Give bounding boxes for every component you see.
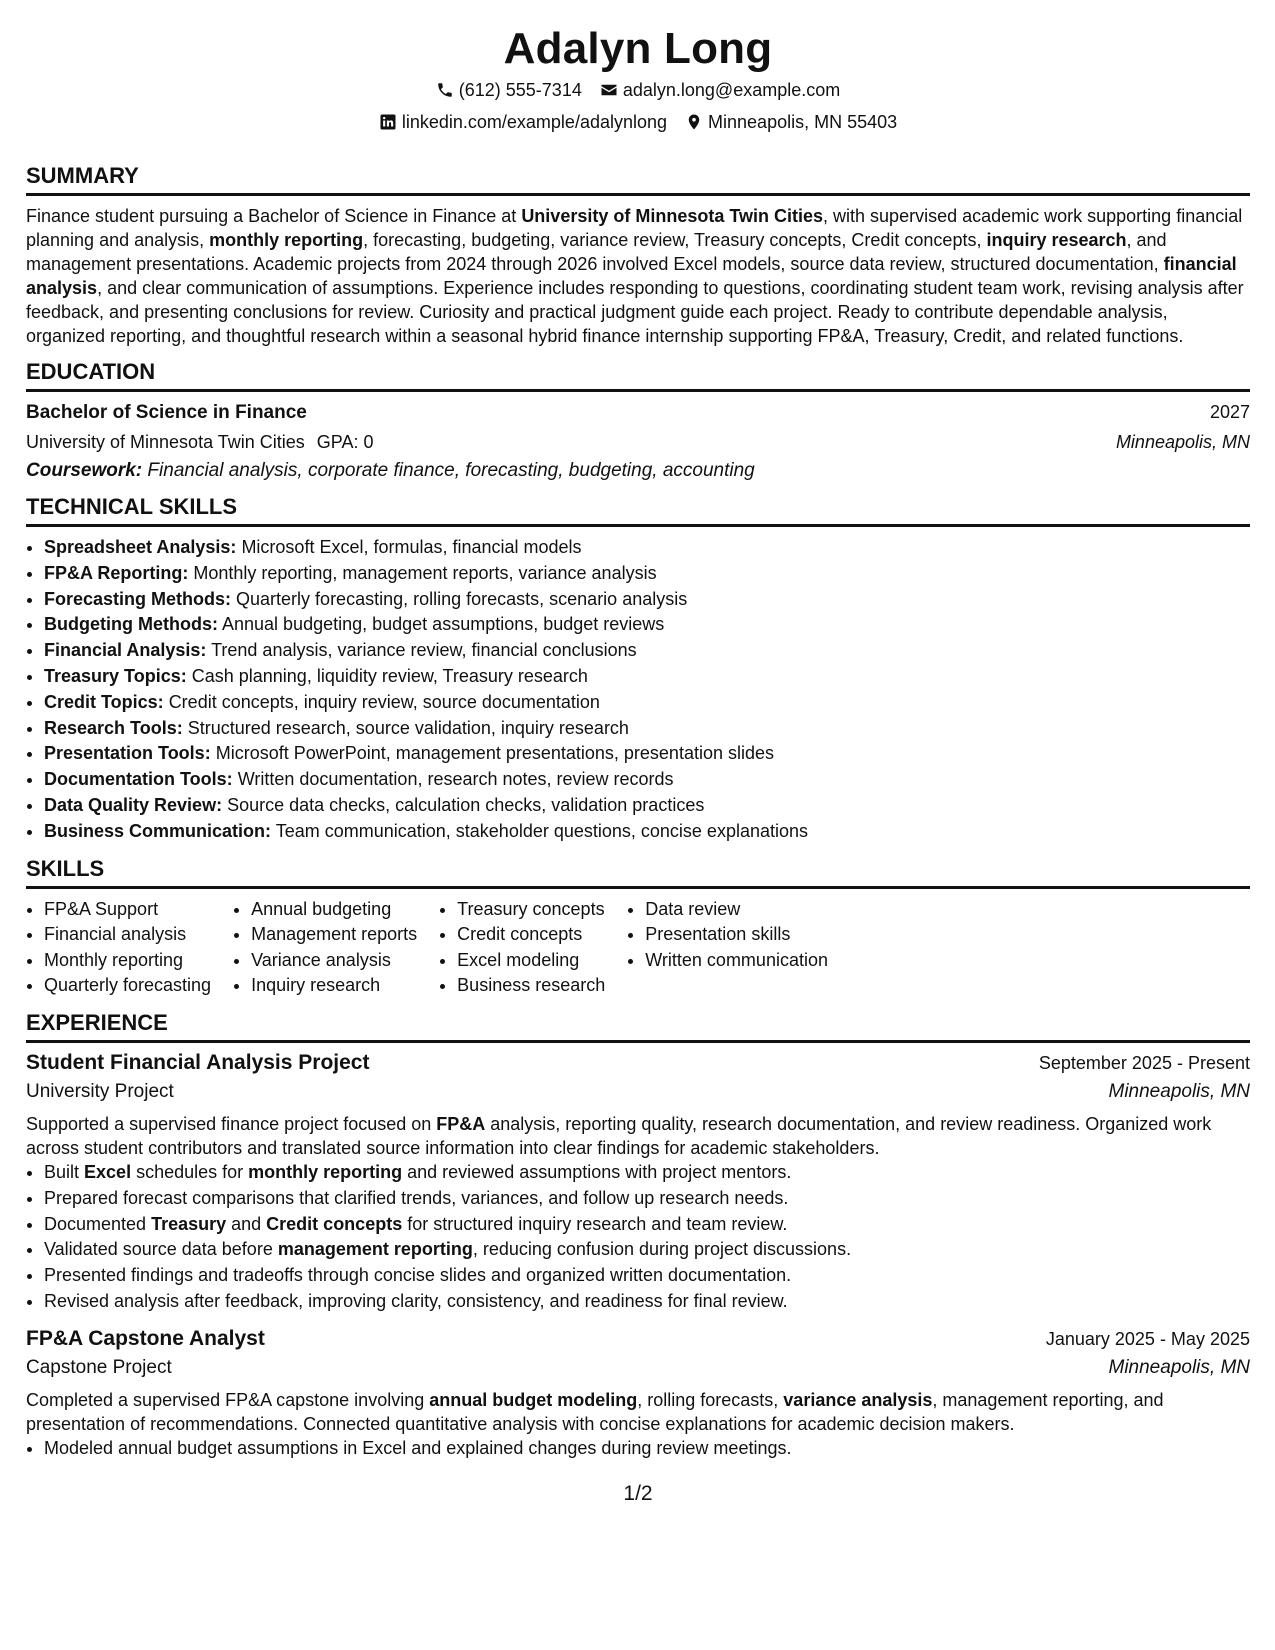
skills-column (439, 897, 605, 999)
summary-section (26, 162, 1250, 348)
coursework-line (26, 459, 1250, 483)
summary-heading: SUMMARY (26, 162, 1250, 196)
job-bullet (44, 1212, 1250, 1238)
resume-page (26, 0, 1250, 1505)
linkedin-icon (379, 113, 397, 131)
text-segment: Documented (44, 1213, 152, 1234)
skill-category-label: Data Quality Review: (44, 794, 223, 815)
technical-skill-item (44, 638, 1250, 664)
coursework-text: Financial analysis, corporate finance, forecasting, budgeting, accounting (147, 460, 755, 481)
skills-section (26, 855, 1250, 999)
skills-grid (26, 897, 1250, 999)
job-title: FP&A Capstone Analyst (26, 1326, 265, 1350)
technical-skills-heading: TECHNICAL SKILLS (26, 493, 1250, 527)
text-segment: schedules for (131, 1161, 249, 1182)
bold-text: FP&A (436, 1113, 486, 1134)
skills-heading: SKILLS (26, 855, 1250, 889)
skill-item: • Inquiry research (251, 973, 417, 999)
text-segment: , management reporting, and presentation of recommendations. Connected quantitative analysis with concise explanations for academic decision makers. (26, 1389, 1164, 1434)
skill-category-label: Spreadsheet Analysis: (44, 537, 237, 557)
job-org-row (26, 1356, 1250, 1380)
contact-row-primary (26, 78, 1250, 102)
skill-category-text: Microsoft Excel, formulas, financial models (241, 537, 582, 557)
skill-item: • Monthly reporting (44, 948, 211, 974)
linkedin-link[interactable]: linkedin.com/example/adalynlong (401, 112, 668, 132)
technical-skill-item (44, 587, 1250, 613)
skill-item: • Financial analysis (44, 922, 211, 948)
text-segment: analysis, reporting quality, research documentation, and review readiness. Organized work across student contributors and translated source information into clear findings for academic stakeholders. (26, 1113, 1212, 1158)
skill-category-text: Team communication, stakeholder questions, concise explanations (275, 820, 809, 841)
technical-skill-item (44, 561, 1250, 587)
skill-item: • Quarterly forecasting (44, 973, 211, 999)
contact-linkedin[interactable] (379, 110, 667, 134)
job-bullet-list (26, 1436, 1250, 1462)
skill-category-text: Quarterly forecasting, rolling forecasts, scenario analysis (236, 588, 688, 609)
skill-category-label: Documentation Tools: (44, 769, 233, 790)
job-dates: September 2025 - Present (1038, 1052, 1250, 1073)
bold-text: inquiry research (986, 230, 1127, 250)
technical-skill-item (44, 741, 1250, 767)
text-segment: , with supervised academic work supporting financial planning and analysis, (26, 206, 1243, 250)
text-segment: and (226, 1213, 267, 1234)
text-segment: Completed a supervised FP&A capstone involving (26, 1389, 430, 1410)
text-segment: and reviewed assumptions with project mentors. (402, 1161, 792, 1182)
school-name: University of Minnesota Twin Cities (26, 432, 305, 452)
job-bullet (44, 1436, 1250, 1462)
contact-row-secondary (26, 110, 1250, 134)
contact-location (685, 110, 897, 134)
job-dates: January 2025 - May 2025 (1045, 1328, 1250, 1349)
skill-category-label: Business Communication: (44, 820, 272, 841)
skill-category-text: Trend analysis, variance review, financial conclusions (211, 640, 637, 661)
experience-list (26, 1051, 1250, 1462)
job-org-row (26, 1080, 1250, 1104)
job-header-row (26, 1051, 1250, 1075)
skill-category-text: Microsoft PowerPoint, management presentations, presentation slides (215, 743, 774, 764)
skills-column (627, 897, 828, 999)
text-segment: for structured inquiry research and team review. (402, 1213, 788, 1234)
bold-text: annual budget modeling (429, 1389, 638, 1410)
job-organization: Capstone Project (26, 1356, 172, 1378)
skill-category-label: Financial Analysis: (44, 640, 207, 661)
bold-text: management reporting (277, 1239, 473, 1260)
skill-item: • Management reports (251, 922, 417, 948)
experience-heading: EXPERIENCE (26, 1009, 1250, 1043)
school-location: Minneapolis, MN (1115, 432, 1250, 452)
envelope-icon (600, 81, 618, 99)
bold-text: University of Minnesota Twin Cities (521, 206, 824, 226)
skill-item: • Credit concepts (457, 922, 605, 948)
text-segment: Finance student pursuing a Bachelor of Science in Finance at (26, 206, 522, 226)
job-description (26, 1388, 1250, 1436)
bold-text: variance analysis (783, 1389, 933, 1410)
technical-skill-item (44, 690, 1250, 716)
job-bullet (44, 1186, 1250, 1212)
skills-column (26, 897, 211, 999)
email-link[interactable]: adalyn.long@example.com (622, 80, 841, 100)
skill-category-text: Monthly reporting, management reports, variance analysis (193, 562, 657, 583)
bold-text: Treasury (151, 1213, 227, 1234)
skill-category-label: FP&A Reporting: (44, 562, 189, 583)
candidate-name: Adalyn Long (503, 24, 773, 73)
graduation-year: 2027 (1209, 402, 1250, 422)
job-bullet (44, 1160, 1250, 1186)
skill-category-text: Structured research, source validation, inquiry research (187, 717, 629, 738)
skill-category-text: Cash planning, liquidity review, Treasury research (191, 665, 588, 686)
skill-category-label: Treasury Topics: (44, 665, 187, 686)
skill-category-text: Source data checks, calculation checks, validation practices (227, 794, 705, 815)
skill-item: • Written communication (645, 948, 828, 974)
technical-skills-section (26, 493, 1250, 845)
skill-category-text: Annual budgeting, budget assumptions, budget reviews (222, 614, 665, 635)
text-segment: , forecasting, budgeting, variance review, Treasury concepts, Credit concepts, (363, 230, 987, 250)
technical-skill-item (44, 716, 1250, 742)
job-bullet (44, 1263, 1250, 1289)
text-segment: Prepared forecast comparisons that clarified trends, variances, and follow up research needs. (44, 1187, 789, 1208)
text-segment: Supported a supervised finance project focused on (26, 1113, 437, 1134)
skill-item: • Treasury concepts (457, 897, 605, 923)
job-location: Minneapolis, MN (1108, 1080, 1250, 1102)
text-segment: Revised analysis after feedback, improving clarity, consistency, and readiness for final review. (44, 1290, 788, 1311)
education-school-row (26, 430, 1250, 454)
map-pin-icon (685, 113, 703, 131)
skill-category-label: Research Tools: (44, 717, 183, 738)
text-segment: Presented findings and tradeoffs through concise slides and organized written documentation. (44, 1265, 792, 1286)
job-header-row (26, 1327, 1250, 1351)
text-segment: Validated source data before (44, 1239, 278, 1260)
bold-text: financial analysis (26, 254, 1237, 298)
technical-skills-list (26, 535, 1250, 845)
technical-skill-item (44, 664, 1250, 690)
skill-category-label: Budgeting Methods: (44, 614, 218, 635)
skill-item: • Variance analysis (251, 948, 417, 974)
text-segment: , and management presentations. Academic projects from 2024 through 2026 involved Excel models, source data review, structured documentation, (26, 230, 1167, 274)
skill-item: • Data review (645, 897, 828, 923)
phone-icon (436, 81, 454, 99)
degree-name: Bachelor of Science in Finance (26, 402, 307, 423)
experience-section (26, 1009, 1250, 1462)
technical-skill-item (44, 535, 1250, 561)
job-bullet-list (26, 1160, 1250, 1315)
skill-category-text: Written documentation, research notes, review records (237, 769, 674, 790)
skill-category-label: Presentation Tools: (44, 743, 211, 764)
job-title: Student Financial Analysis Project (26, 1050, 370, 1074)
text-segment: , rolling forecasts, (637, 1389, 784, 1410)
page-number: 1/2 (623, 1482, 653, 1505)
gpa-text: GPA: 0 (316, 432, 374, 452)
bold-text: Excel (84, 1161, 132, 1182)
job-organization: University Project (26, 1080, 174, 1102)
skill-item: • FP&A Support (44, 897, 211, 923)
skill-item: • Excel modeling (457, 948, 605, 974)
experience-entry (26, 1327, 1250, 1462)
technical-skill-item (44, 767, 1250, 793)
text-segment: , reducing confusion during project discussions. (472, 1239, 852, 1260)
skill-category-text: Credit concepts, inquiry review, source documentation (168, 691, 600, 712)
job-description (26, 1112, 1250, 1160)
text-segment: , and clear communication of assumptions. Experience includes responding to questions, coordinating student team work, revising analysis after feedback, and presenting conclusions for review. Curiosity and practical judgment guide each project. Ready to contribute dependable analysis, organized reporting, and thoughtful research within a seasonal hybrid finance internship supporting FP&A, Treasury, Credit, and related functions. (26, 278, 1244, 346)
location-text: Minneapolis, MN 55403 (708, 112, 898, 132)
technical-skill-item (44, 612, 1250, 638)
text-segment: Modeled annual budget assumptions in Excel and explained changes during review meetings. (44, 1437, 792, 1458)
technical-skill-item (44, 819, 1250, 845)
skill-item: • Presentation skills (645, 922, 828, 948)
contact-email[interactable] (600, 78, 840, 102)
education-degree-row (26, 400, 1250, 425)
bold-text: Credit concepts (266, 1213, 403, 1234)
skill-item: • Annual budgeting (251, 897, 417, 923)
phone-text: (612) 555-7314 (458, 80, 582, 100)
technical-skill-item (44, 793, 1250, 819)
summary-paragraph (26, 204, 1250, 348)
skill-category-label: Forecasting Methods: (44, 588, 232, 609)
education-section (26, 358, 1250, 483)
bold-text: monthly reporting (248, 1161, 403, 1182)
text-segment: Built (44, 1161, 85, 1182)
experience-entry (26, 1051, 1250, 1315)
contact-phone (436, 78, 582, 102)
skills-column (233, 897, 417, 999)
bold-text: monthly reporting (209, 230, 364, 250)
education-heading: EDUCATION (26, 358, 1250, 392)
job-bullet (44, 1289, 1250, 1315)
skill-item: • Business research (457, 973, 605, 999)
coursework-label: Coursework: (26, 460, 143, 481)
job-bullet (44, 1237, 1250, 1263)
job-location: Minneapolis, MN (1108, 1356, 1250, 1378)
skill-category-label: Credit Topics: (44, 691, 164, 712)
